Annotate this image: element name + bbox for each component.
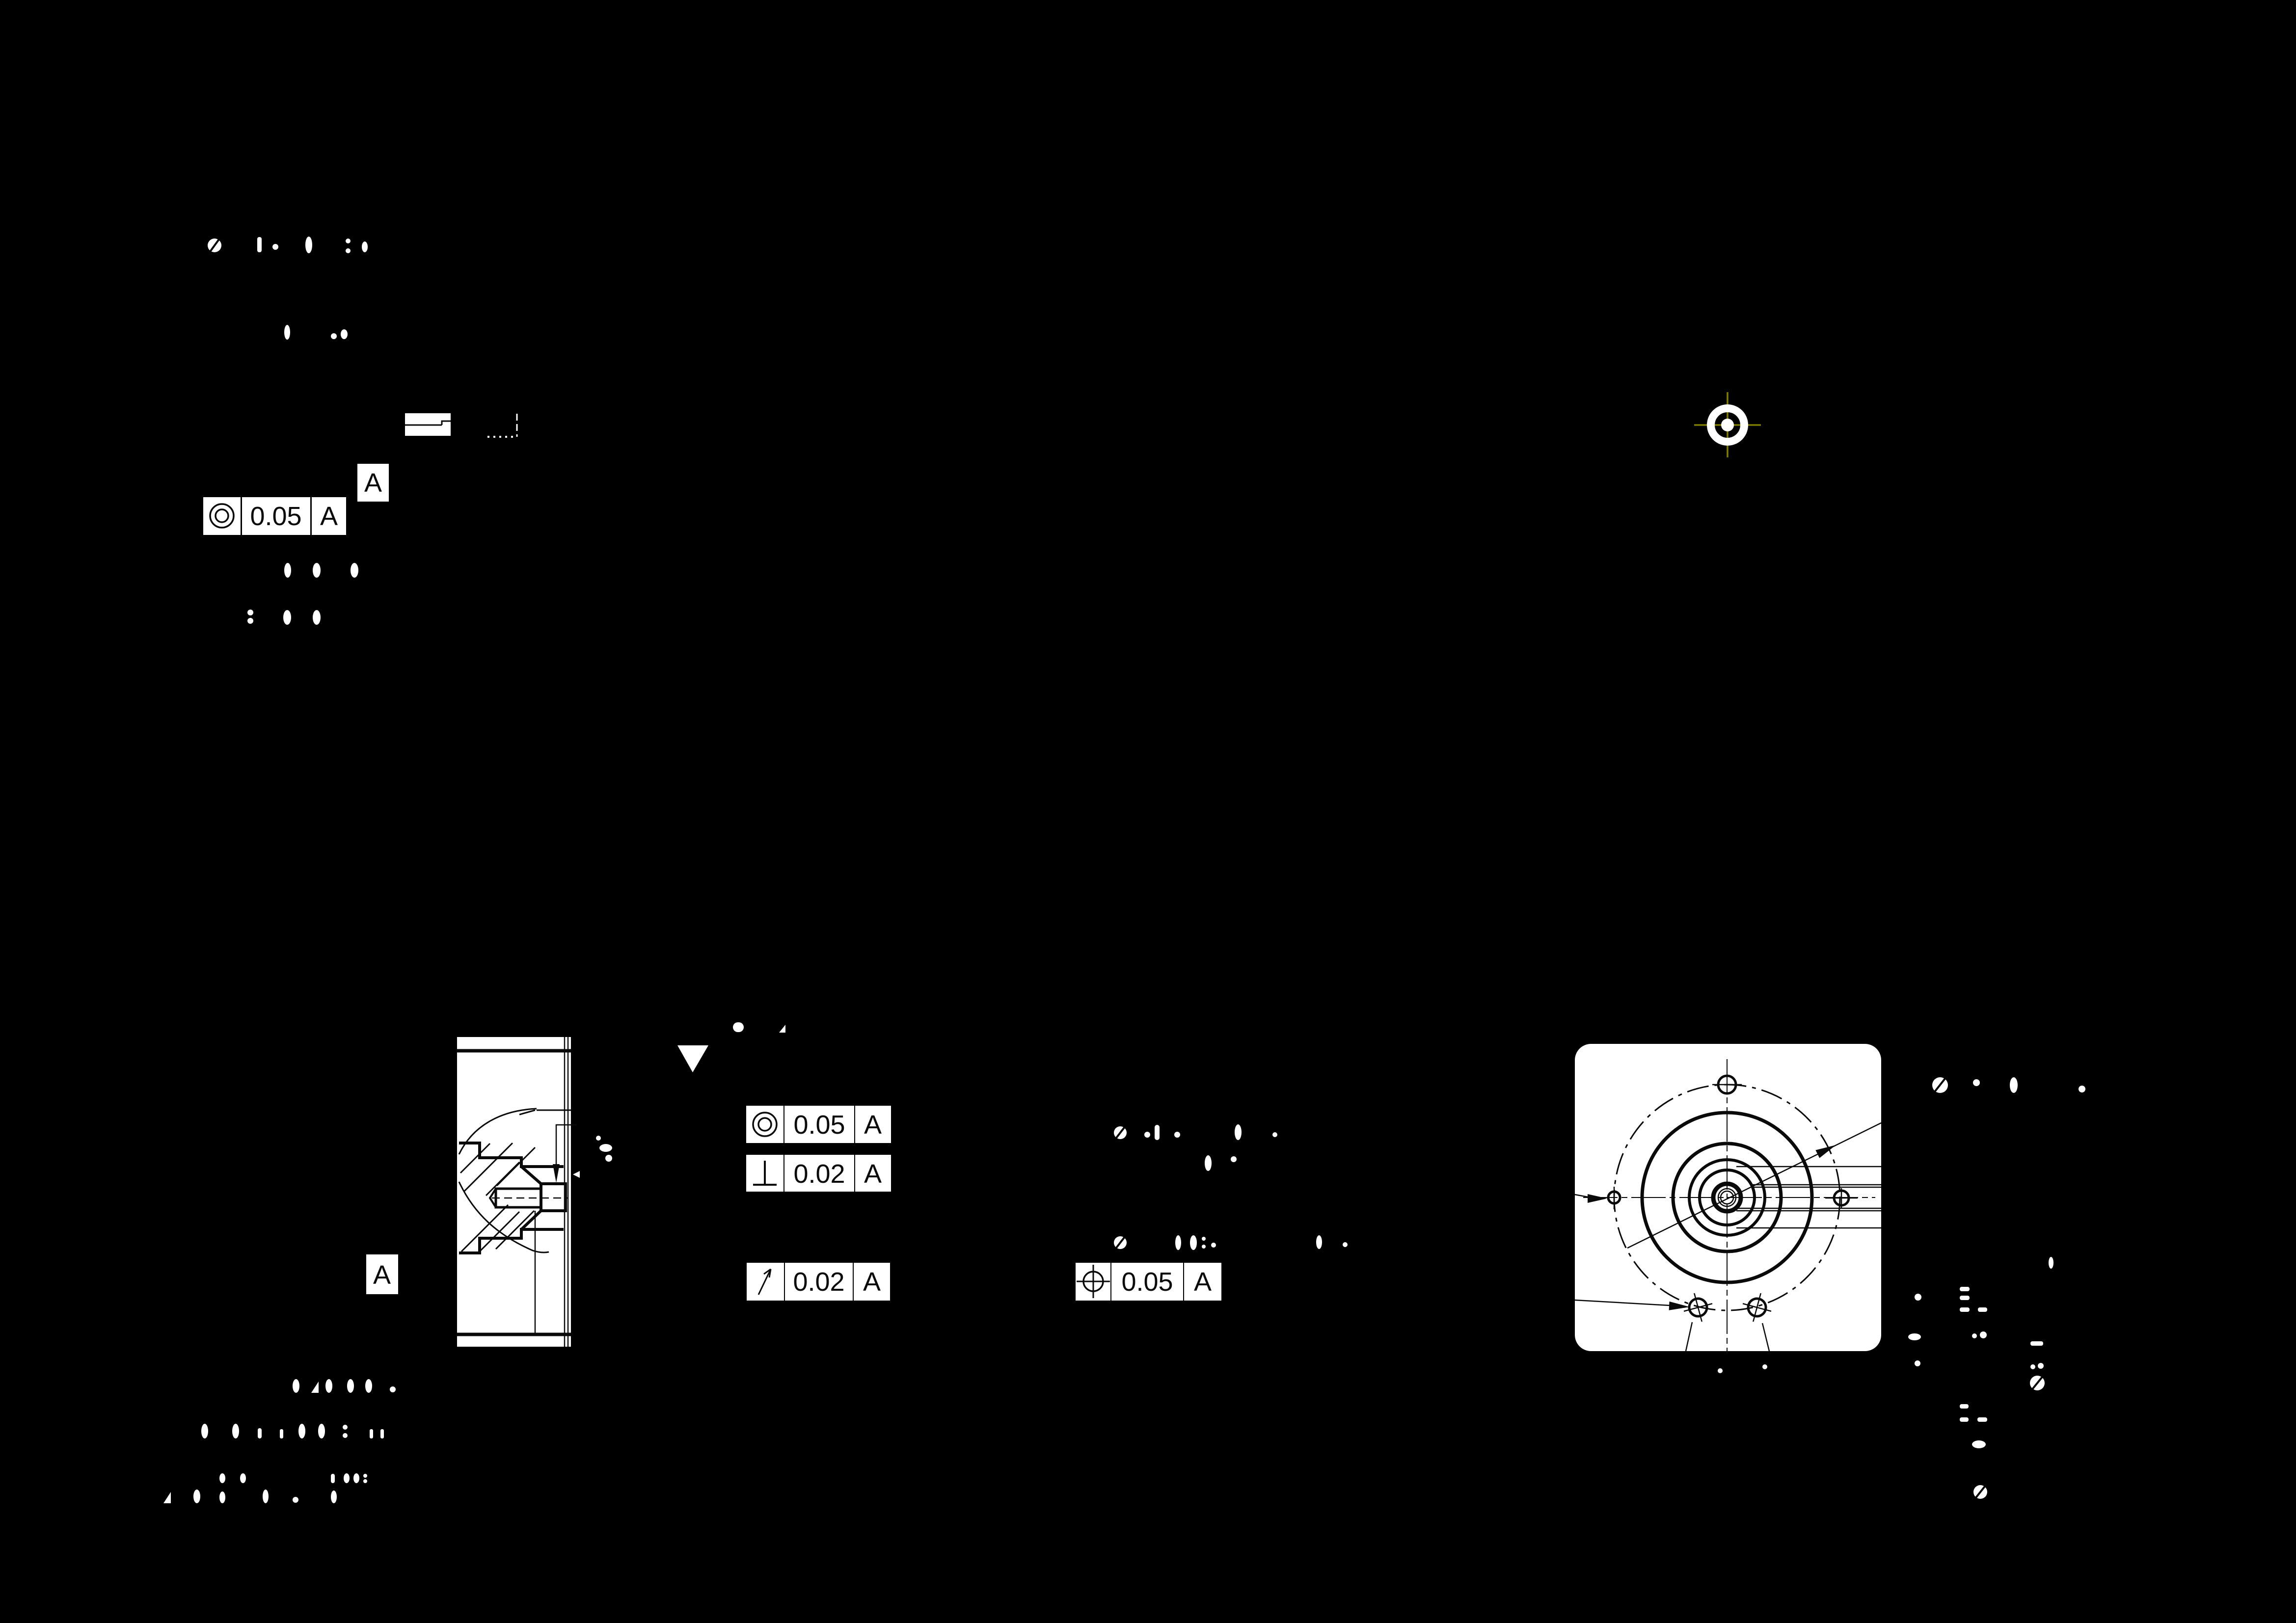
fcf-position <box>1076 1263 1221 1301</box>
datum-label-box-section <box>366 1254 398 1294</box>
fcf-tolerance-value: 0.05 <box>1121 1267 1173 1297</box>
fcf-tolerance-value: 0.05 <box>250 502 302 531</box>
front-view <box>1575 1044 1881 1353</box>
fcf-circular-runout <box>747 1263 890 1301</box>
fcf-datum-ref: A <box>864 1110 882 1140</box>
fcf-concentricity-upper <box>203 497 346 535</box>
section-view <box>457 1037 577 1347</box>
fcf-tolerance-value: 0.05 <box>793 1110 845 1140</box>
fcf-datum-ref: A <box>863 1267 881 1297</box>
fcf-tolerance-value: 0.02 <box>793 1267 845 1297</box>
datum-label-box-upper <box>357 464 389 502</box>
datum-label-upper: A <box>364 468 382 498</box>
fcf-concentricity-mid <box>746 1106 891 1143</box>
fcf-datum-ref: A <box>1193 1267 1212 1297</box>
datum-label-section: A <box>373 1260 391 1290</box>
fcf-datum-ref: A <box>320 502 338 531</box>
fcf-datum-ref: A <box>864 1159 882 1189</box>
fcf-tolerance-value: 0.02 <box>793 1159 845 1189</box>
fcf-perpendicularity <box>746 1155 891 1192</box>
